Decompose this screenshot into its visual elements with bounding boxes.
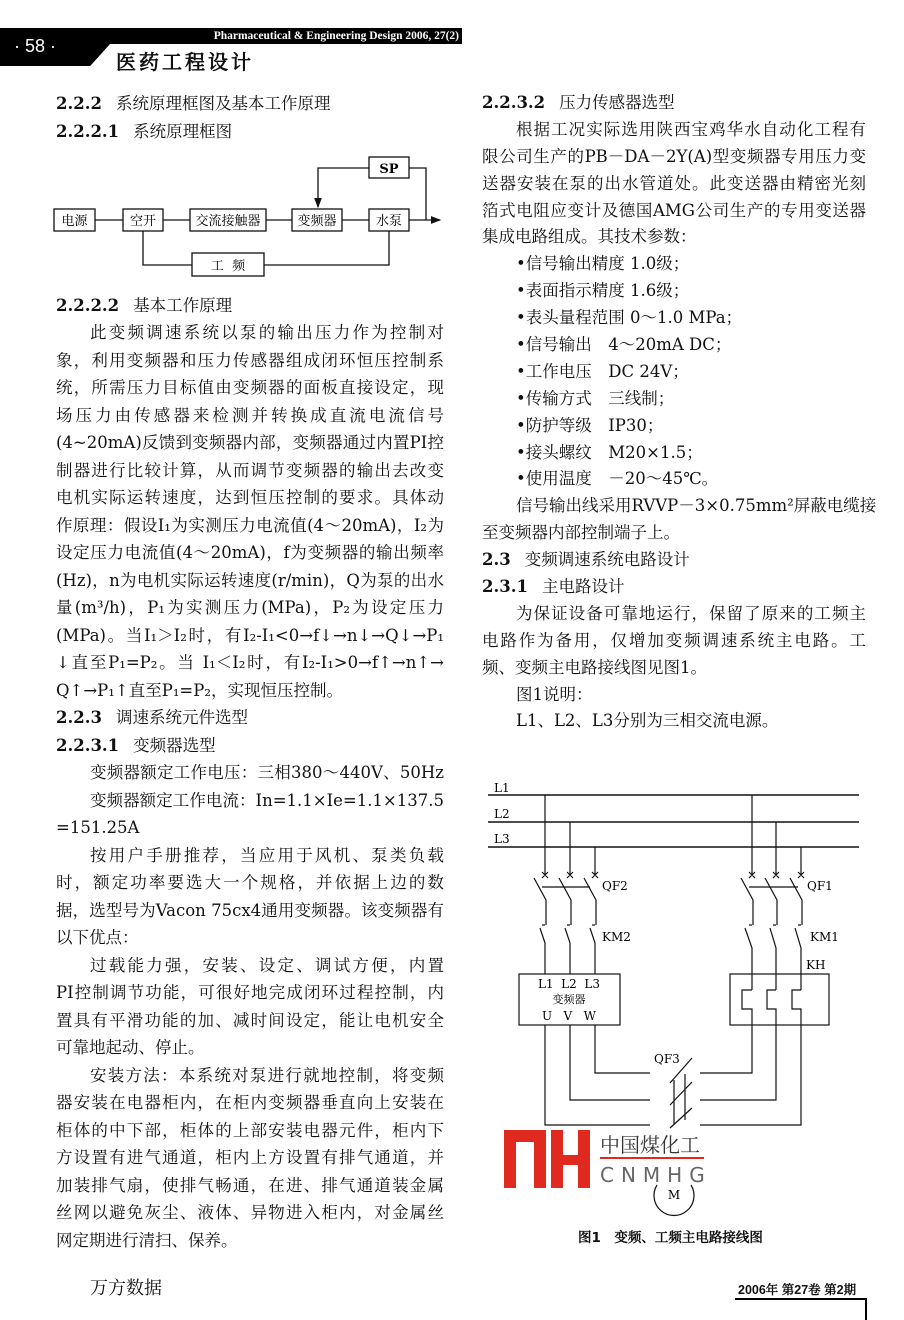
text-line: 箔式电阻应变计及德国AMG公司生产的专用变送器 <box>482 200 866 220</box>
qf1-label: QF1 <box>807 879 833 893</box>
text-line: 按用户手册推荐，当应用于风机、泵类负载 <box>90 845 444 865</box>
footer-rule <box>735 1298 867 1300</box>
right-column <box>482 90 877 735</box>
text-line: 图1说明： <box>516 684 593 704</box>
footer-issue: 2006年 第27卷 第2期 <box>738 1283 857 1297</box>
section-number: 2.2.2.2 <box>56 295 120 315</box>
watermark-text-en: CNMHG <box>600 1163 712 1187</box>
kh-label: KH <box>806 958 826 972</box>
section-number: 2.2.2.1 <box>56 121 120 141</box>
list-item: •防护等级 IP30； <box>516 415 664 435</box>
section-number: 2.2.3 <box>56 708 102 727</box>
text-line: (4~20mA)反馈到变频器内部，变频器通过内置PI控 <box>56 433 444 452</box>
text-line: 作原理：假设I₁为实测压力电流值(4～20mA)，I₂为 <box>56 515 444 535</box>
section-title: 变频调速系统电路设计 <box>524 550 690 570</box>
section-heading <box>482 90 866 117</box>
vfd-label: 变频器 <box>552 993 586 1006</box>
text-line: 电路作为备用，仅增加变频调速系统主电路。工 <box>482 630 866 650</box>
list-item: •工作电压 DC 24V； <box>516 361 689 381</box>
section-number: 2.2.2 <box>56 94 102 113</box>
section-title: 系统原理框图及基本工作原理 <box>115 94 331 113</box>
text-line: 限公司生产的PB－DA－2Y(A)型变频器专用压力变 <box>482 146 866 166</box>
block-sp-label: SP <box>379 162 399 177</box>
text-line: 方设置有进气通道，柜内上方设置有排气通道，并 <box>56 1148 444 1167</box>
text-line: 器安装在电器柜内，在柜内变频器垂直向上安装在 <box>56 1093 444 1112</box>
footer-source: 万方数据 <box>90 1278 162 1299</box>
text-line: 据，选型号为Vacon 75cx4通用变频器。该变频器有 <box>56 900 444 920</box>
text-line: 根据工况实际选用陕西宝鸡华水自动化工程有 <box>516 119 866 139</box>
watermark-text-cn: 中国煤化工 <box>600 1133 700 1157</box>
paragraph <box>56 319 444 704</box>
vfd-outputs-label: U V W <box>542 1009 596 1023</box>
section-number: 2.3.1 <box>482 577 528 597</box>
list-item: •使用温度 －20～45℃。 <box>516 469 719 489</box>
paragraph <box>482 601 866 682</box>
line-l1-label: L1 <box>494 781 510 795</box>
text-line: 变频器额定工作电压：三相380～440V、50Hz <box>90 763 444 782</box>
footer-vertical-rule <box>865 1298 867 1320</box>
page-number: · 58 · <box>14 36 57 56</box>
text-line: 统，所需压力目标值由变频器的面板直接设定，现 <box>56 378 444 397</box>
text-line: 制器进行比较计算，从而调节变频器的输出去改变 <box>56 460 444 480</box>
section-heading <box>56 90 444 118</box>
journal-title-cn: 医药工程设计 <box>116 50 254 74</box>
block-power-label: 电源 <box>61 214 88 229</box>
text-line: Q↑→P₁↑直至P₁=P₂，实现恒压控制。 <box>56 680 343 700</box>
list-item: •表面指示精度 1.6级； <box>516 281 690 301</box>
line-l3-label: L3 <box>494 832 510 846</box>
text-line: =151.25A <box>56 818 140 837</box>
paragraph <box>482 682 866 709</box>
text-line: 柜体的中下部，柜体的上部安装电器元件，柜内下 <box>56 1120 444 1140</box>
paragraph <box>56 759 444 842</box>
section-title: 基本工作原理 <box>133 295 233 315</box>
section-heading <box>56 118 444 146</box>
list-item: •表头量程范围 0～1.0 MPa； <box>516 308 743 328</box>
vfd-inputs-label: L1 L2 L3 <box>537 977 601 991</box>
text-line: 时，额定功率要选大一个规格，并依据上边的数 <box>56 873 444 892</box>
figure-caption: 图1 变频、工频主电路接线图 <box>578 1230 763 1246</box>
text-line: 此变频调速系统以泵的输出压力作为控制对 <box>90 323 444 342</box>
text-line: 信号输出线采用RVVP－3×0.75mm²屏蔽电缆接 <box>516 496 877 516</box>
paragraph <box>482 708 866 735</box>
block-inverter-label: 变频器 <box>297 214 337 229</box>
qf3-label: QF3 <box>654 1052 680 1066</box>
paragraph <box>56 1062 444 1255</box>
text-line: 为保证设备可靠地运行，保留了原来的工频主 <box>516 603 866 623</box>
section-number: 2.3 <box>482 550 511 570</box>
paragraph <box>482 117 866 251</box>
paragraph <box>482 493 877 547</box>
paragraph <box>56 952 444 1062</box>
section-heading <box>56 704 444 732</box>
watermark-logo <box>504 1130 704 1188</box>
text-line: 变频器额定工作电流：In=1.1×Ie=1.1×137.5 <box>90 790 444 810</box>
section-heading <box>482 547 866 574</box>
text-line: (MPa)。当I₁＞I₂时，有I₂-I₁<0→f↓→n↓→Q↓→P₁ <box>56 625 444 645</box>
text-line: 至变频器内部控制端子上。 <box>482 523 680 543</box>
text-line: 以下优点： <box>56 928 139 947</box>
section-title: 压力传感器选型 <box>559 93 675 112</box>
section-heading <box>56 732 444 760</box>
list-item: •接头螺纹 M20×1.5； <box>516 442 703 462</box>
text-line: 频、变频主电路接线图见图1。 <box>482 657 707 677</box>
text-line: 网定期进行清扫、保养。 <box>56 1230 238 1250</box>
text-line: 送器安装在泵的出水管道处。此变送器由精密光刻 <box>482 173 866 193</box>
text-line: L1、L2、L3分别为三相交流电源。 <box>516 711 779 731</box>
section-title: 调速系统元件选型 <box>115 708 248 727</box>
block-contactor-label: 交流接触器 <box>195 214 261 229</box>
line-l2-label: L2 <box>494 807 510 821</box>
text-line: 集成电路组成。其技术参数： <box>482 227 697 247</box>
section-title: 系统原理框图 <box>133 121 233 141</box>
text-line: 电机实际运转速度，达到恒压控制的要求。具体动 <box>56 488 444 507</box>
block-breaker-label: 空开 <box>129 214 157 229</box>
text-line: 过载能力强，安装、设定、调试方便，内置 <box>90 955 444 975</box>
left-column <box>56 90 444 1254</box>
qf2-label: QF2 <box>602 879 628 893</box>
text-line: 加装排气扇，使排气畅通，在进、排气通道装金属 <box>56 1175 444 1195</box>
text-line: 量(m³/h)，P₁为实测压力(MPa)，P₂为设定压力 <box>56 598 444 617</box>
block-mains-label: 工 频 <box>210 259 246 274</box>
km1-label: KM1 <box>810 930 839 944</box>
motor-label: M <box>667 1188 681 1202</box>
text-line: PI控制调节功能，可很好地完成闭环过程控制，内 <box>56 983 444 1002</box>
section-number: 2.2.3.2 <box>482 93 546 112</box>
text-line: 置具有平滑功能的加、减时间设定，能让电机安全 <box>56 1010 444 1030</box>
text-line: 场压力由传感器来检测并转换成直流电流信号 <box>56 405 444 425</box>
paragraph <box>56 842 444 952</box>
list-item: •传输方式 三线制； <box>516 388 675 408</box>
section-heading <box>482 574 866 601</box>
figure-area <box>56 145 444 292</box>
section-heading <box>56 292 444 320</box>
section-number: 2.2.3.1 <box>56 735 120 755</box>
text-line: 可靠地起动、停止。 <box>56 1038 205 1057</box>
text-line: 象，利用变频器和压力传感器组成闭环恒压控制系 <box>56 350 444 370</box>
block-pump-label: 水泵 <box>375 214 403 229</box>
km2-label: KM2 <box>602 930 631 944</box>
text-line: (Hz)，n为电机实际运转速度(r/min)，Q为泵的出水 <box>56 570 444 590</box>
text-line: 设定压力电流值(4～20mA)，f为变频器的输出频率 <box>56 543 444 562</box>
list-item: •信号输出 4～20mA DC； <box>516 335 732 355</box>
section-title: 变频器选型 <box>133 735 216 755</box>
parameter-list <box>482 251 866 493</box>
text-line: ↓直至P₁=P₂。当 I₁＜I₂时，有I₂-I₁>0→f↑→n↑→ <box>56 653 444 672</box>
journal-title-en: Pharmaceutical & Engineering Design 2006, 27(2) <box>213 30 459 42</box>
section-title: 主电路设计 <box>541 577 625 597</box>
list-item: •信号输出精度 1.0级； <box>516 254 690 274</box>
text-line: 丝网以避免灰尘、液体、异物进入柜内，对金属丝 <box>56 1203 444 1222</box>
text-line: 安装方法：本系统对泵进行就地控制，将变频 <box>90 1065 444 1085</box>
